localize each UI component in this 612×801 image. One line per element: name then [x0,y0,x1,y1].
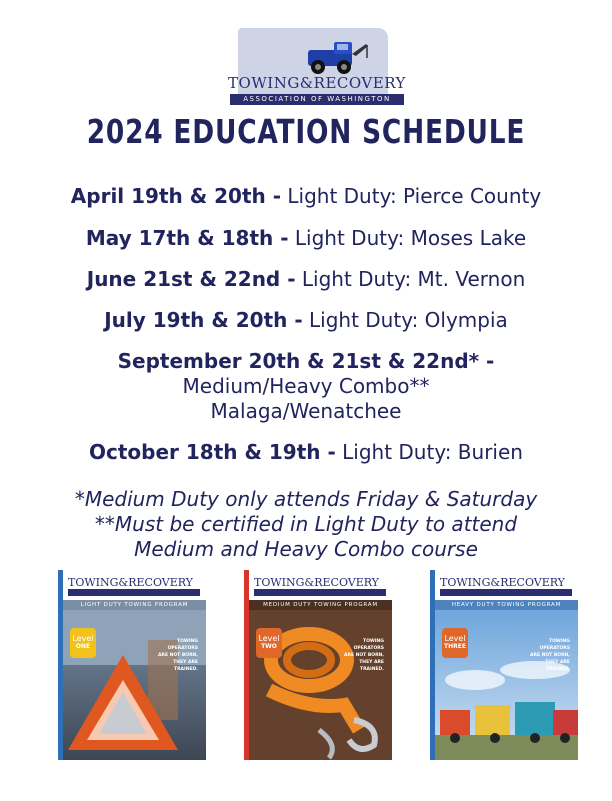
cover-logo-bar [440,589,572,596]
association-logo [226,24,408,112]
schedule-dates: April 19th & 20th - [70,184,282,208]
schedule-details: Light Duty: Moses Lake [294,226,527,250]
footnotes [0,487,612,562]
cover-tagline: TOWING OPERATORS ARE NOT BORN, THEY ARE TRAINED. [158,639,199,672]
logo-subtitle: ASSOCIATION OF WASHINGTON [230,94,404,105]
cover-program: MEDIUM DUTY TOWING PROGRAM [249,600,392,610]
cover-logo-bar [254,589,386,596]
cover-tagline: TOWING OPERATORS ARE NOT BORN, THEY ARE TRAINED. [530,639,571,672]
cover-tagline: TOWING OPERATORS ARE NOT BORN, THEY ARE TRAINED. [344,639,385,672]
schedule-item [0,226,612,250]
page-title: 2024 EDUCATION SCHEDULE [86,112,526,151]
footnote: **Must be certified in Light Duty to attend [94,512,518,536]
cover-logo-name: TOWING&RECOVERY [68,576,193,589]
schedule-dates: July 19th & 20th - [104,308,303,332]
schedule-item [0,267,612,291]
footnote: Medium and Heavy Combo course [134,537,478,561]
schedule-dates: June 21st & 22nd - [86,267,296,291]
cover-program: LIGHT DUTY TOWING PROGRAM [63,600,206,610]
cover-logo-name: TOWING&RECOVERY [254,576,379,589]
light-duty-cover [58,570,206,760]
schedule-dates: May 17th & 18th - [85,226,289,250]
level-badge: Level ONE [70,628,96,658]
cover-logo-name: TOWING&RECOVERY [440,576,565,589]
cover-program: HEAVY DUTY TOWING PROGRAM [435,600,578,610]
schedule-details: Light Duty: Olympia [309,308,508,332]
medium-duty-cover [244,570,392,760]
tow-truck-icon [304,36,372,78]
logo-name: TOWING&RECOVERY [228,74,406,92]
schedule-item [0,349,612,373]
schedule-item [0,184,612,208]
level-badge: Level TWO [256,628,282,658]
cover-logo-bar [68,589,200,596]
schedule-item [0,308,612,332]
schedule-item [0,440,612,464]
schedule-details: Light Duty: Mt. Vernon [301,267,526,291]
schedule-details: Light Duty: Burien [342,440,523,464]
footnote: *Medium Duty only attends Friday & Saturday [74,487,538,511]
schedule-details: Medium/Heavy Combo** [182,374,430,398]
schedule-dates: October 18th & 19th - [89,440,336,464]
schedule-dates: September 20th & 21st & 22nd* - [117,349,495,373]
schedule-location: Malaga/Wenatchee [210,399,402,423]
schedule-details: Light Duty: Pierce County [287,184,542,208]
heavy-duty-cover [430,570,578,760]
level-badge: Level THREE [442,628,468,658]
